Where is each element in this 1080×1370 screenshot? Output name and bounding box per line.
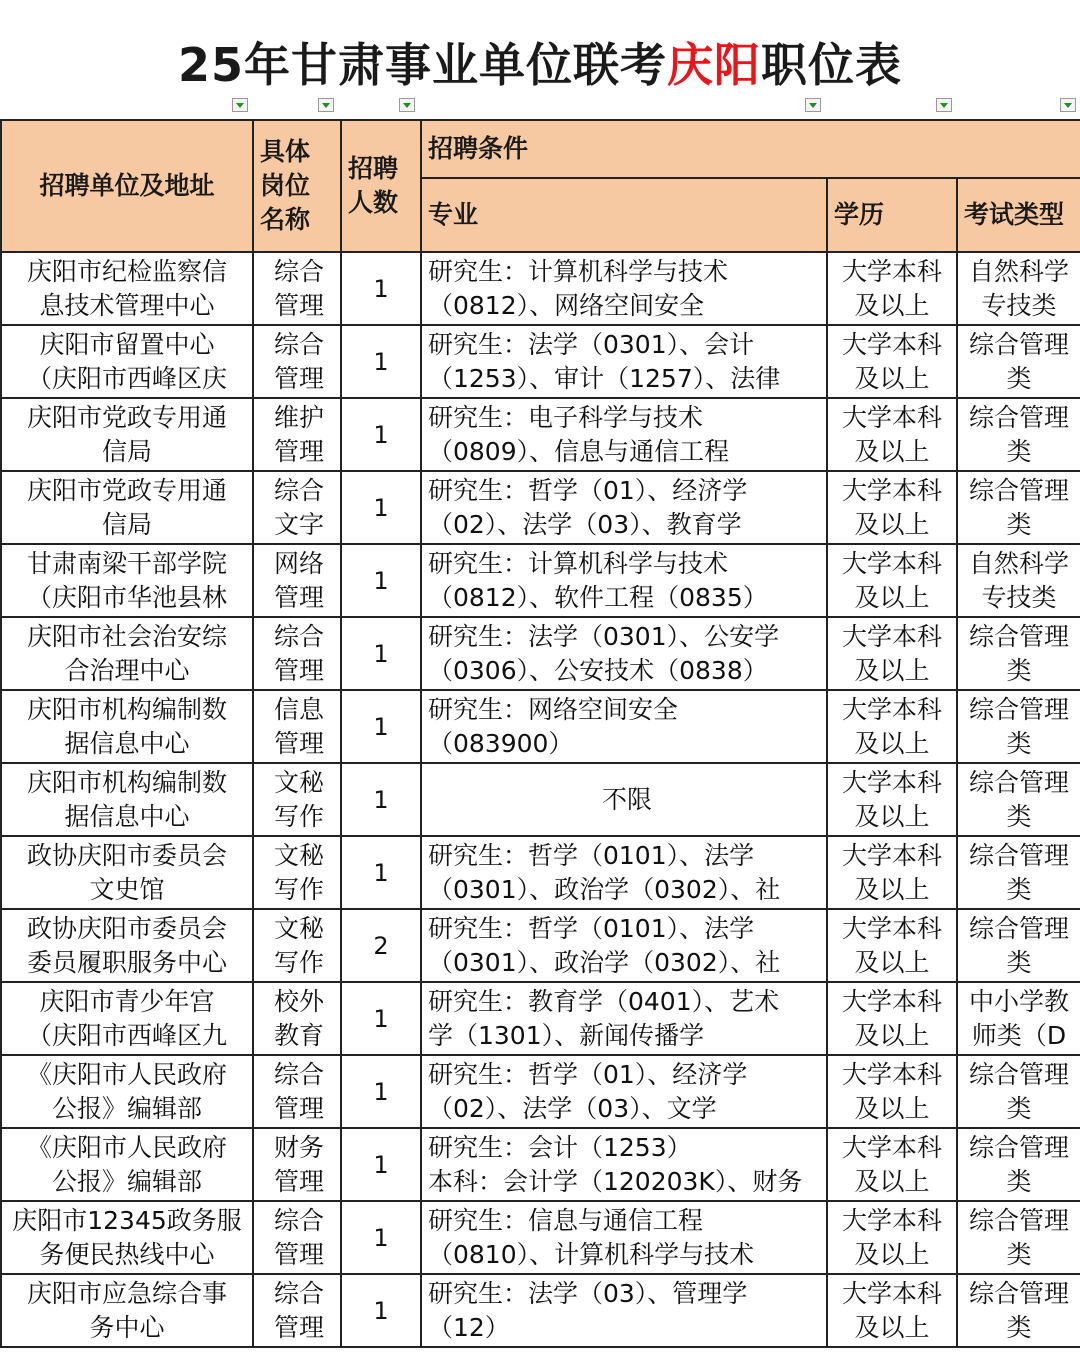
major-cell: 研究生：法学（03）、管理学 （12） <box>421 1274 827 1347</box>
title-highlight: 庆阳 <box>667 38 761 92</box>
exam-type-cell: 综合管理 类 <box>957 617 1080 690</box>
major-cell: 研究生：计算机科学与技术 （0812）、软件工程（0835） <box>421 544 827 617</box>
education-cell: 大学本科 及以上 <box>827 836 957 909</box>
count-cell: 1 <box>341 471 421 544</box>
education-cell: 大学本科 及以上 <box>827 252 957 325</box>
header-unit: 招聘单位及地址 <box>1 120 253 252</box>
exam-type-cell: 自然科学 专技类 <box>957 544 1080 617</box>
major-cell: 研究生：电子科学与技术 （0809）、信息与通信工程 <box>421 398 827 471</box>
positions-table <box>0 119 1080 1348</box>
major-cell: 研究生：法学（0301）、会计 （1253）、审计（1257）、法律 <box>421 325 827 398</box>
count-cell: 1 <box>341 544 421 617</box>
page-title <box>0 30 1080 100</box>
unit-cell: 甘肃南梁干部学院 （庆阳市华池县林 <box>1 544 253 617</box>
header-count: 招聘 人数 <box>341 120 421 252</box>
education-cell: 大学本科 及以上 <box>827 398 957 471</box>
exam-type-cell: 综合管理 类 <box>957 398 1080 471</box>
position-cell: 文秘 写作 <box>253 909 341 982</box>
unit-cell: 庆阳市党政专用通 信局 <box>1 398 253 471</box>
table-row <box>1 471 1080 544</box>
position-cell: 文秘 写作 <box>253 763 341 836</box>
education-cell: 大学本科 及以上 <box>827 763 957 836</box>
unit-cell: 庆阳市社会治安综 合治理中心 <box>1 617 253 690</box>
education-cell: 大学本科 及以上 <box>827 982 957 1055</box>
count-cell: 1 <box>341 398 421 471</box>
position-cell: 财务 管理 <box>253 1128 341 1201</box>
education-cell: 大学本科 及以上 <box>827 1128 957 1201</box>
education-cell: 大学本科 及以上 <box>827 544 957 617</box>
count-cell: 2 <box>341 909 421 982</box>
count-cell: 1 <box>341 252 421 325</box>
unit-cell: 庆阳市青少年宫 （庆阳市西峰区九 <box>1 982 253 1055</box>
major-cell: 研究生：哲学（0101）、法学 （0301）、政治学（0302）、社 <box>421 836 827 909</box>
position-cell: 综合 管理 <box>253 252 341 325</box>
major-cell: 研究生：哲学（0101）、法学 （0301）、政治学（0302）、社 <box>421 909 827 982</box>
count-cell: 1 <box>341 325 421 398</box>
count-cell: 1 <box>341 763 421 836</box>
exam-type-cell: 中小学教 师类（D <box>957 982 1080 1055</box>
position-cell: 综合 管理 <box>253 617 341 690</box>
title-suffix: 职位表 <box>761 38 902 92</box>
position-cell: 综合 文字 <box>253 471 341 544</box>
education-cell: 大学本科 及以上 <box>827 909 957 982</box>
major-cell: 研究生：网络空间安全 （083900） <box>421 690 827 763</box>
filter-dropdown-icon[interactable] <box>318 98 334 112</box>
major-cell: 研究生：法学（0301）、公安学 （0306）、公安技术（0838） <box>421 617 827 690</box>
unit-cell: 庆阳市机构编制数 据信息中心 <box>1 690 253 763</box>
table-row <box>1 909 1080 982</box>
position-cell: 文秘 写作 <box>253 836 341 909</box>
unit-cell: 政协庆阳市委员会 委员履职服务中心 <box>1 909 253 982</box>
title-prefix: 25年甘肃事业单位联考 <box>177 38 667 92</box>
major-cell: 研究生：教育学（0401）、艺术 学（1301）、新闻传播学 <box>421 982 827 1055</box>
unit-cell: 《庆阳市人民政府 公报》编辑部 <box>1 1128 253 1201</box>
major-cell: 研究生：哲学（01）、经济学 （02）、法学（03）、文学 <box>421 1055 827 1128</box>
table-row <box>1 1274 1080 1347</box>
header-major: 专业 <box>421 178 827 252</box>
education-cell: 大学本科 及以上 <box>827 1274 957 1347</box>
position-cell: 综合 管理 <box>253 325 341 398</box>
major-cell: 研究生：会计（1253） 本科：会计学（120203K）、财务 <box>421 1128 827 1201</box>
table-row <box>1 690 1080 763</box>
filter-dropdown-icon[interactable] <box>1060 98 1076 112</box>
education-cell: 大学本科 及以上 <box>827 617 957 690</box>
table-row <box>1 836 1080 909</box>
table-row <box>1 252 1080 325</box>
count-cell: 1 <box>341 1201 421 1274</box>
education-cell: 大学本科 及以上 <box>827 690 957 763</box>
position-cell: 综合 管理 <box>253 1274 341 1347</box>
table-row <box>1 398 1080 471</box>
unit-cell: 政协庆阳市委员会 文史馆 <box>1 836 253 909</box>
position-cell: 综合 管理 <box>253 1201 341 1274</box>
table-row <box>1 1201 1080 1274</box>
exam-type-cell: 综合管理 类 <box>957 471 1080 544</box>
table-row <box>1 544 1080 617</box>
exam-type-cell: 综合管理 类 <box>957 690 1080 763</box>
major-cell: 研究生：哲学（01）、经济学 （02）、法学（03）、教育学 <box>421 471 827 544</box>
education-cell: 大学本科 及以上 <box>827 1055 957 1128</box>
exam-type-cell: 综合管理 类 <box>957 763 1080 836</box>
exam-type-cell: 综合管理 类 <box>957 836 1080 909</box>
exam-type-cell: 综合管理 类 <box>957 1274 1080 1347</box>
major-cell: 不限 <box>421 763 827 836</box>
unit-cell: 庆阳市12345政务服 务便民热线中心 <box>1 1201 253 1274</box>
major-cell: 研究生：信息与通信工程 （0810）、计算机科学与技术 <box>421 1201 827 1274</box>
table-row <box>1 982 1080 1055</box>
position-cell: 信息 管理 <box>253 690 341 763</box>
filter-dropdown-icon[interactable] <box>232 98 248 112</box>
position-cell: 综合 管理 <box>253 1055 341 1128</box>
header-education: 学历 <box>827 178 957 252</box>
education-cell: 大学本科 及以上 <box>827 1201 957 1274</box>
filter-dropdown-icon[interactable] <box>805 98 821 112</box>
position-cell: 校外 教育 <box>253 982 341 1055</box>
filter-dropdown-icon[interactable] <box>936 98 952 112</box>
table-row <box>1 617 1080 690</box>
header-conditions: 招聘条件 <box>421 120 1080 178</box>
exam-type-cell: 综合管理 类 <box>957 1055 1080 1128</box>
exam-type-cell: 综合管理 类 <box>957 1128 1080 1201</box>
table-row <box>1 1055 1080 1128</box>
header-position: 具体 岗位 名称 <box>253 120 341 252</box>
filter-dropdown-icon[interactable] <box>399 98 415 112</box>
major-cell: 研究生：计算机科学与技术 （0812）、网络空间安全 <box>421 252 827 325</box>
count-cell: 1 <box>341 1274 421 1347</box>
table-row <box>1 1128 1080 1201</box>
exam-type-cell: 自然科学 专技类 <box>957 252 1080 325</box>
exam-type-cell: 综合管理 类 <box>957 1201 1080 1274</box>
unit-cell: 庆阳市党政专用通 信局 <box>1 471 253 544</box>
count-cell: 1 <box>341 982 421 1055</box>
education-cell: 大学本科 及以上 <box>827 325 957 398</box>
unit-cell: 庆阳市留置中心 （庆阳市西峰区庆 <box>1 325 253 398</box>
count-cell: 1 <box>341 1055 421 1128</box>
count-cell: 1 <box>341 836 421 909</box>
unit-cell: 庆阳市机构编制数 据信息中心 <box>1 763 253 836</box>
count-cell: 1 <box>341 690 421 763</box>
count-cell: 1 <box>341 617 421 690</box>
table-row <box>1 763 1080 836</box>
education-cell: 大学本科 及以上 <box>827 471 957 544</box>
header-exam-type: 考试类型 <box>957 178 1080 252</box>
position-cell: 网络 管理 <box>253 544 341 617</box>
table-row <box>1 325 1080 398</box>
exam-type-cell: 综合管理 类 <box>957 909 1080 982</box>
unit-cell: 庆阳市纪检监察信 息技术管理中心 <box>1 252 253 325</box>
count-cell: 1 <box>341 1128 421 1201</box>
unit-cell: 庆阳市应急综合事 务中心 <box>1 1274 253 1347</box>
unit-cell: 《庆阳市人民政府 公报》编辑部 <box>1 1055 253 1128</box>
position-cell: 维护 管理 <box>253 398 341 471</box>
exam-type-cell: 综合管理 类 <box>957 325 1080 398</box>
